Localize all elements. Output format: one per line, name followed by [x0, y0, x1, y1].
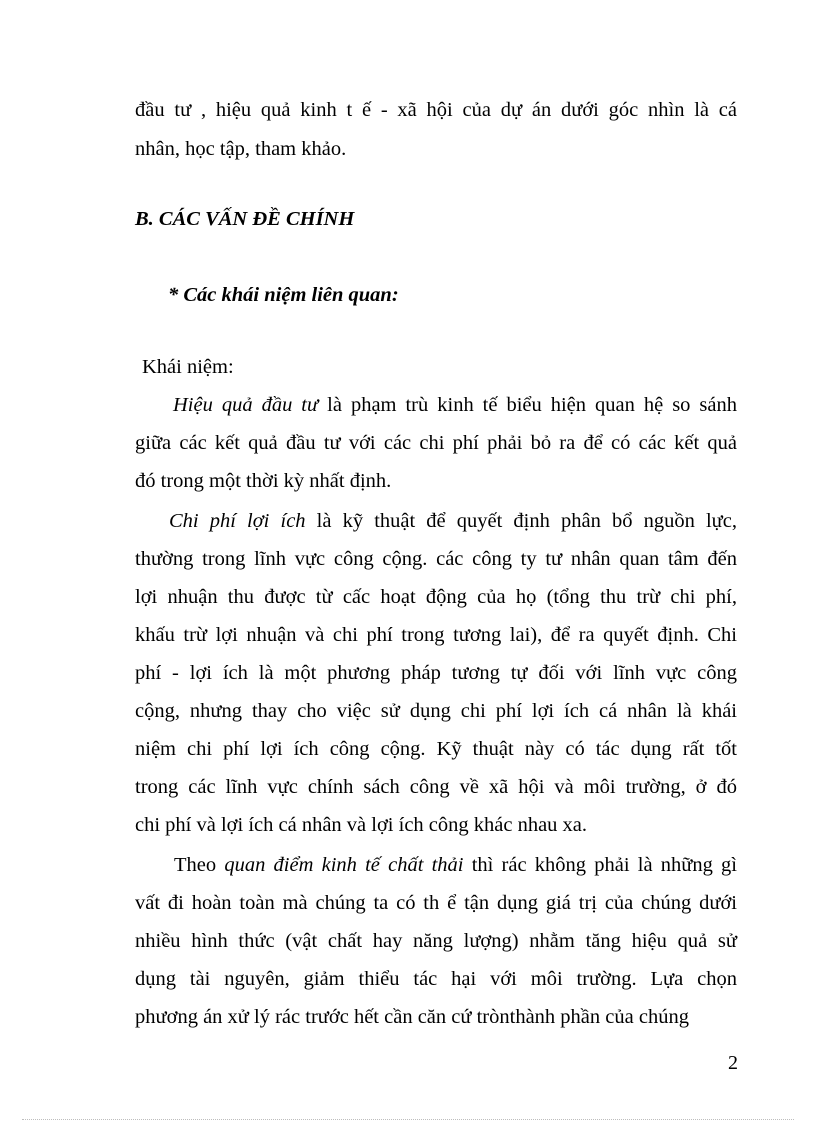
- concepts-heading: * Các khái niệm liên quan:: [168, 284, 399, 306]
- section-b-heading: B. CÁC VẤN ĐỀ CHÍNH: [135, 208, 355, 230]
- p3-lead: Theo: [174, 854, 225, 876]
- p1-line-1-text: là phạm trù kinh tế biểu hiện quan hệ so sánh: [318, 394, 737, 416]
- p2-line-5: phí - lợi ích là một phương pháp tương tự đối với lĩnh vực công: [135, 662, 737, 684]
- page-number: 2: [728, 1052, 738, 1074]
- p3-line-4: dụng tài nguyên, giảm thiểu tác hại với môi trường. Lựa chọn: [135, 968, 737, 990]
- p3-term: quan điểm kinh tế chất thải: [224, 854, 464, 876]
- p2-line-7: niệm chi phí lợi ích công cộng. Kỹ thuật này có tác dụng rất tốt: [135, 738, 737, 760]
- khai-niem-label: Khái niệm:: [142, 356, 234, 378]
- p3-line-1-text: thì rác không phải là những gì: [463, 854, 738, 876]
- p2-line-2: thường trong lĩnh vực công cộng. các công ty tư nhân quan tâm đến: [135, 548, 737, 570]
- p3-line-1: [174, 853, 737, 877]
- p2-line-6: cộng, nhưng thay cho việc sử dụng chi phí lợi ích cá nhân là khái: [135, 700, 737, 722]
- p1-line-2: giữa các kết quả đầu tư với các chi phí phải bỏ ra để có các kết quả: [135, 432, 737, 454]
- p2-line-9: chi phí và lợi ích cá nhân và lợi ích công khác nhau xa.: [135, 814, 588, 836]
- page-bottom-divider: [22, 1119, 794, 1120]
- p2-line-4: khấu trừ lợi nhuận và chi phí trong tương lai), để ra quyết định. Chi: [135, 624, 737, 646]
- p2-line-1-text: là kỹ thuật để quyết định phân bổ nguồn lực,: [305, 510, 737, 532]
- p2-line-3: lợi nhuận thu được từ cấc hoạt động của họ (tổng thu trừ chi phí,: [135, 586, 737, 608]
- p3-line-5: phương án xử lý rác trước hết cần căn cứ trònthành phần của chúng: [135, 1006, 689, 1028]
- p2-term: Chi phí lợi ích: [169, 510, 306, 532]
- p1-line-1: [173, 393, 737, 417]
- p2-line-8: trong các lĩnh vực chính sách công về xã hội và môi trường, ở đó: [135, 776, 737, 798]
- p1-term: Hiệu quả đầu tư: [173, 394, 319, 416]
- p2-line-1: [169, 509, 737, 533]
- intro-line-1: đầu tư , hiệu quả kinh t ế - xã hội của dự án dưới góc nhìn là cá: [135, 99, 737, 121]
- p3-line-2: vất đi hoàn toàn mà chúng ta có th ể tận dụng giá trị của chúng dưới: [135, 892, 737, 914]
- p3-line-3: nhiều hình thức (vật chất hay năng lượng) nhằm tăng hiệu quả sử: [135, 930, 737, 952]
- intro-line-2: nhân, học tập, tham khảo.: [135, 138, 347, 160]
- p1-line-3: đó trong một thời kỳ nhất định.: [135, 470, 392, 492]
